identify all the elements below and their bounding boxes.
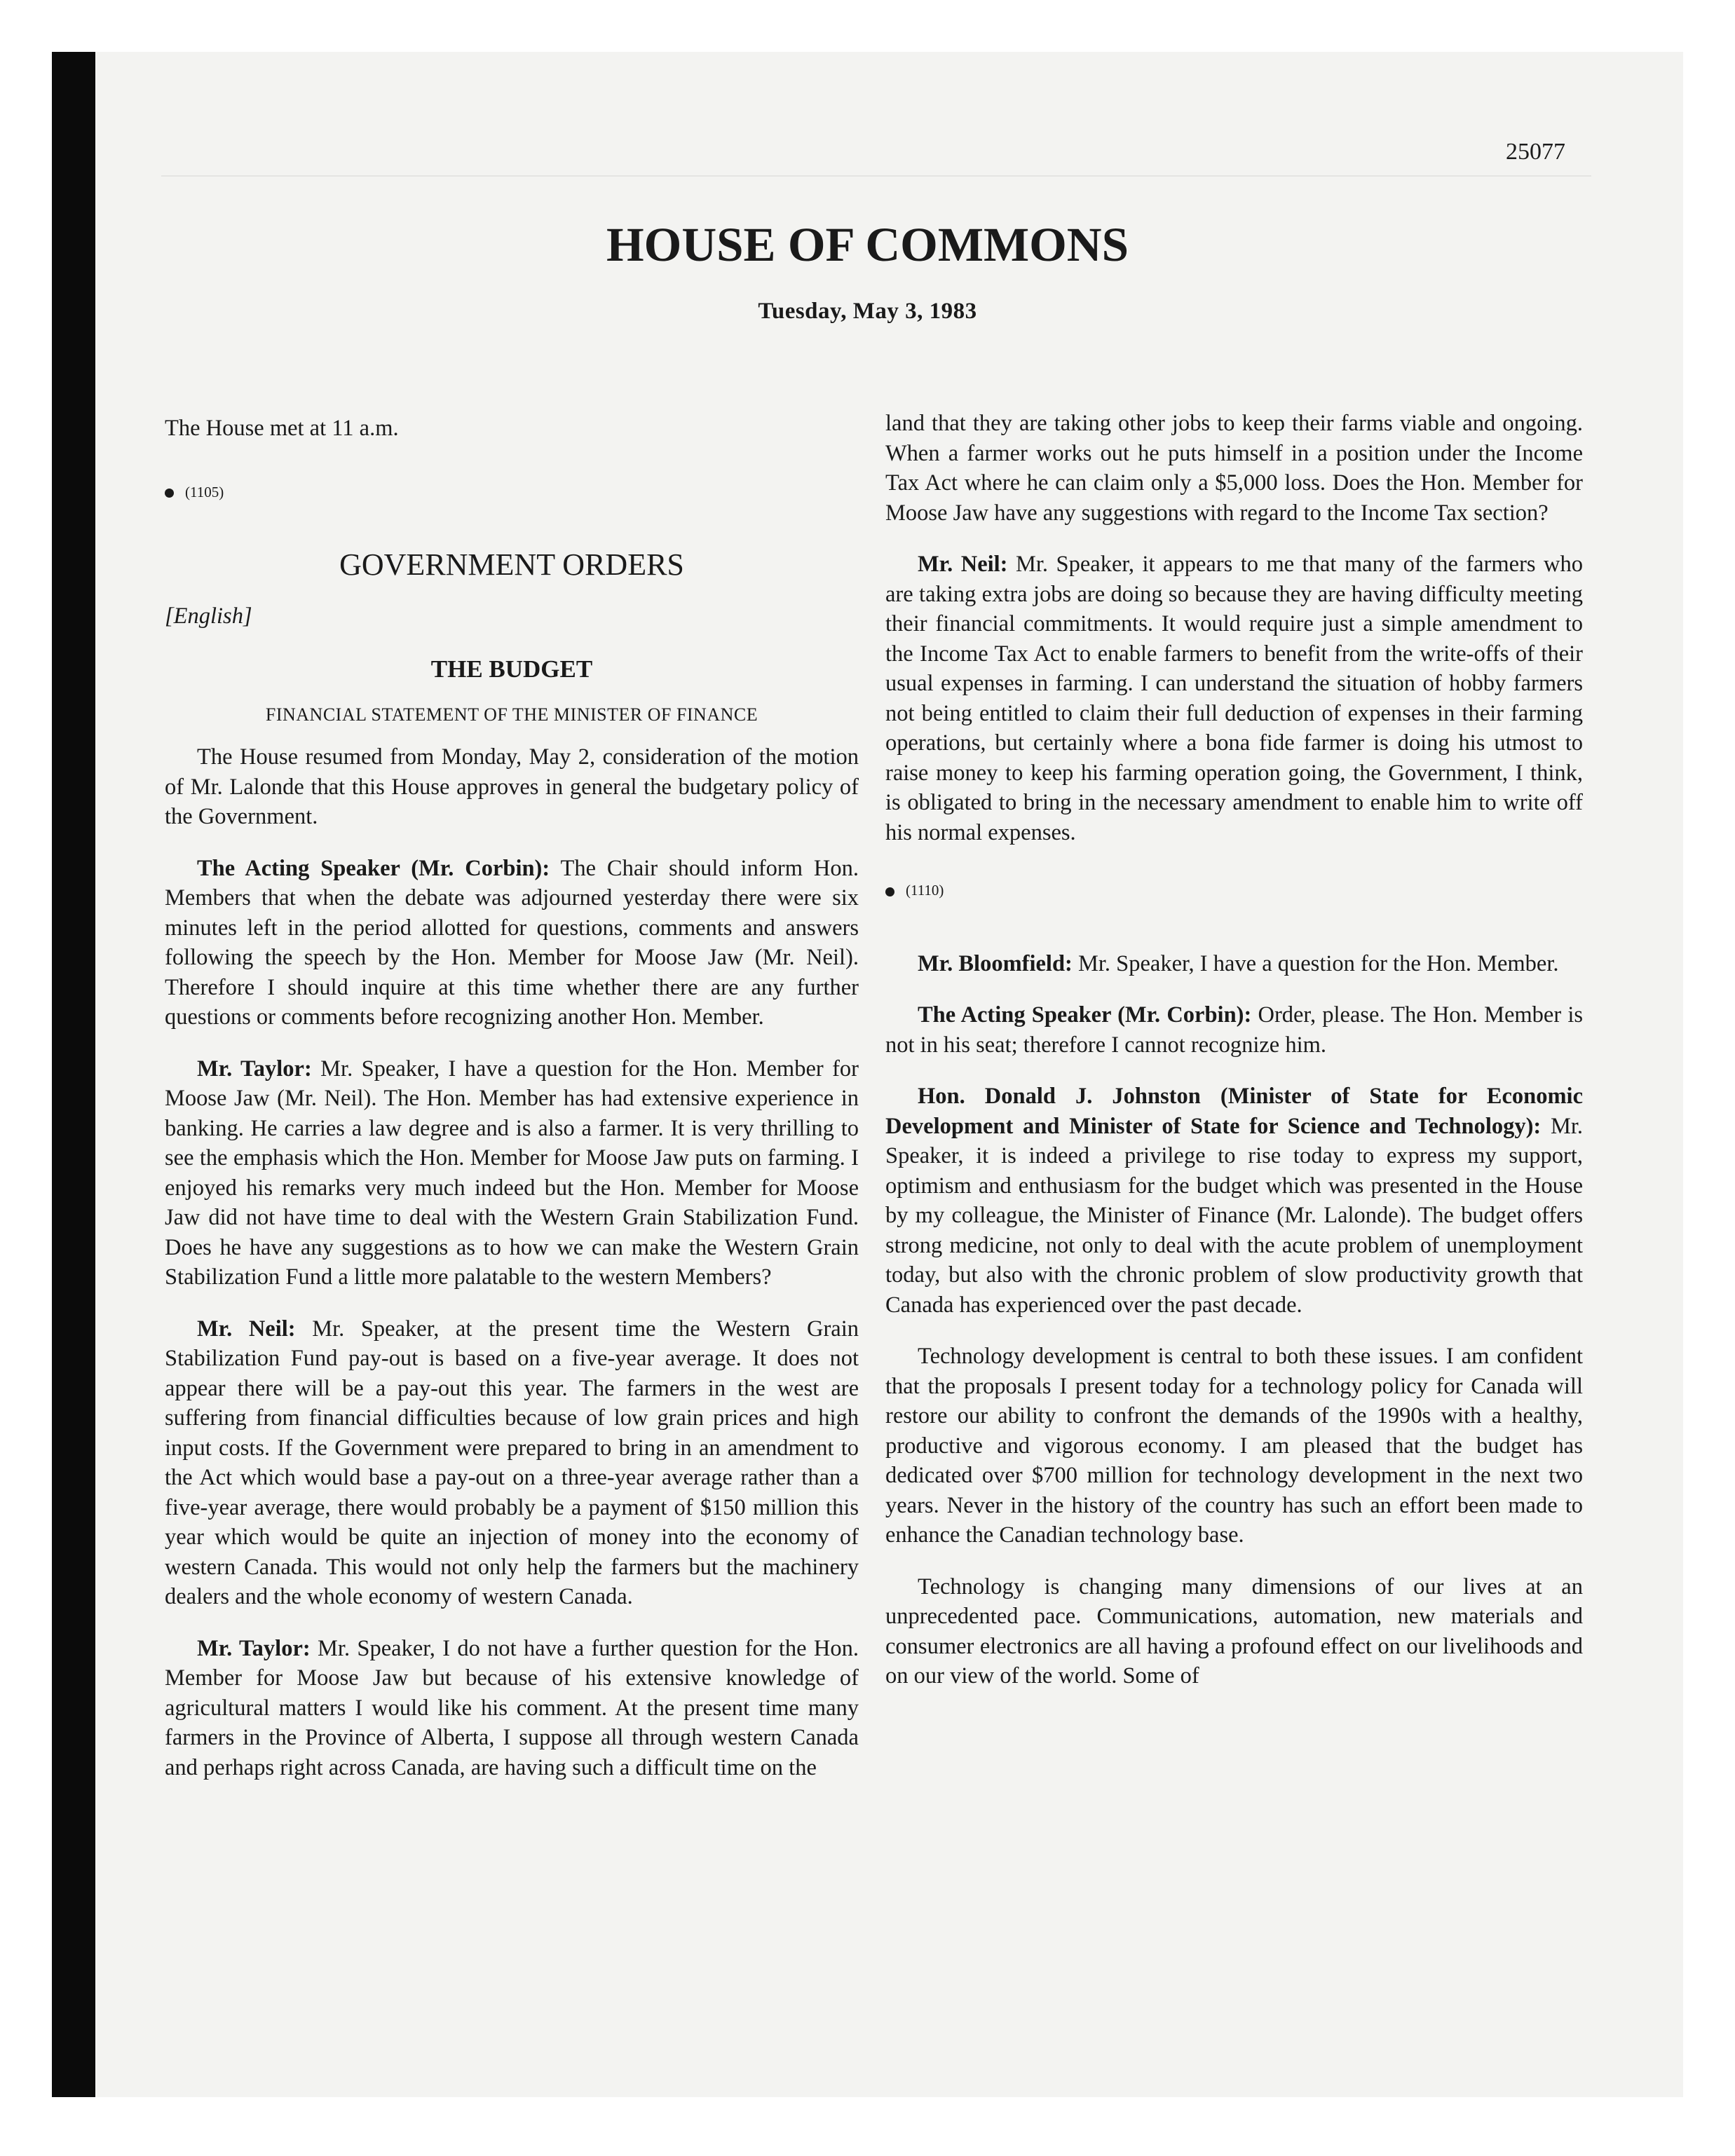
speaker-name: The Acting Speaker (Mr. Corbin): xyxy=(197,855,550,881)
sitting-date: Tuesday, May 3, 1983 xyxy=(758,299,977,324)
speaker-name: Mr. Neil: xyxy=(918,552,1008,577)
speaker-name: The Acting Speaker (Mr. Corbin): xyxy=(918,1002,1252,1028)
page-title: HOUSE OF COMMONS xyxy=(606,218,1129,271)
paragraph: Technology is changing many dimensions of our lives at an unprecedented pace. Communications, automation, new materials and consumer electronics are all having a profound effect on our livelihoods and on our view of the world. Some of xyxy=(885,1574,1583,1688)
right-column xyxy=(885,409,1583,1713)
language-tag: [English] xyxy=(165,603,252,629)
speech-paragraph: Mr. Taylor: Mr. Speaker, I do not have a further question for the Hon. Member for Moose Jaw but because of his extensive knowledge of agricultural matters I would like his comment. At the present time many farmers in the Province of Alberta, I suppose all through western Canada and perhaps right across Canada, are having such a difficult time on the xyxy=(165,1635,859,1780)
header-rule xyxy=(161,175,1591,177)
bullet-icon xyxy=(885,887,894,896)
bullet-icon xyxy=(165,489,174,498)
speech-paragraph: Hon. Donald J. Johnston (Minister of State for Economic Development and Minister of State for Science and Technology): Mr. Speaker, it is indeed a privilege to rise today to express my support, optimism and enthusiasm for the budget which was presented in the House by my colleague, the Minister of Finance (Mr. Lalonde). The budget offers strong medicine, not only to deal with the acute problem of unemployment today, but also with the chronic problem of slow productivity growth that Canada has experienced over the past decade. xyxy=(885,1084,1584,1318)
speech-paragraph: Mr. Neil: Mr. Speaker, at the present time the Western Grain Stabilization Fund pay-out is based on a five-year average. It does not appear there will be a pay-out this year. The farmers in the west are suffering from financial difficulties because of low grain prices and high input costs. If the Government were prepared to bring in an amendment to the Act which would base a pay-out on a three-year average rather than a five-year average, there would probably be a payment of $150 million this year which would be quite an injection of money into the economy of western Canada. This would not only help the farmers but the machinery dealers and the whole economy of western Canada. xyxy=(165,1316,859,1609)
speech-paragraph: Mr. Taylor: Mr. Speaker, I have a question for the Hon. Member for Moose Jaw (Mr. Neil). The Hon. Member has had extensive experience in banking. He carries a law degree and is also a farmer. It is very thrilling to see the emphasis which the Hon. Member for Moose Jaw puts on farming. I enjoyed his remarks very much indeed but the Hon. Member for Moose Jaw did not have time to deal with the Western Grain Stabilization Fund. Does he have any suggestions as to how we can make the Western Grain Stabilization Fund a little more palatable to the western Members? xyxy=(165,1056,859,1290)
subheading: THE BUDGET xyxy=(430,655,593,683)
paragraph: The House resumed from Monday, May 2, consideration of the motion of Mr. Lalonde that this House approves in general the budgetary policy of the Government. xyxy=(165,744,859,829)
section-heading: GOVERNMENT ORDERS xyxy=(339,547,684,582)
speaker-name: Mr. Taylor: xyxy=(197,1056,312,1082)
scan-edge xyxy=(52,52,95,2097)
speech-paragraph: The Acting Speaker (Mr. Corbin): Order, please. The Hon. Member is not in his seat; therefore I cannot recognize him. xyxy=(885,1002,1584,1058)
speech-paragraph: Mr. Bloomfield: Mr. Speaker, I have a question for the Hon. Member. xyxy=(918,950,1559,976)
paragraph-continuation: land that they are taking other jobs to keep their farms viable and ongoing. When a farmer works out he puts himself in a position under the Income Tax Act where he can claim only a $5,000 loss. Does the Hon. Member for Moose Jaw have any suggestions with regard to the Income Tax section? xyxy=(885,411,1583,526)
time-marker: (1105) xyxy=(165,477,859,507)
speaker-name: Mr. Taylor: xyxy=(197,1635,311,1661)
left-column xyxy=(165,414,859,1804)
speaker-name: Mr. Bloomfield: xyxy=(918,950,1073,976)
speech-paragraph: Mr. Neil: Mr. Speaker, it appears to me that many of the farmers who are taking extra jobs are doing so because they are having difficulty meeting their financial commitments. It would require just a simple amendment to the Income Tax Act to enable farmers to benefit from the write-offs of their usual expenses in farming. I can understand the situation of hobby farmers not being entitled to claim their full deduction of expenses in their farming operations, but certainly where a bona fide farmer is doing his utmost to raise money to keep his farming operation going, the Government, I think, is obligated to bring in the necessary amendment to enable him to write off his normal expenses. xyxy=(885,552,1583,845)
time-marker: (1110) xyxy=(885,875,1583,906)
page-number: 25077 xyxy=(1506,139,1565,165)
financial-statement-heading: FINANCIAL STATEMENT OF THE MINISTER OF FINANCE xyxy=(265,704,758,725)
speaker-name: Hon. Donald J. Johnston (Minister of State for Economic Development and Minister of State for Science and Technology): xyxy=(885,1084,1583,1139)
paragraph: Technology development is central to both these issues. I am confident that the proposals I present today for a technology policy for Canada will restore our ability to confront the demands of the 1990s with a healthy, productive and vigorous economy. I am pleased that the budget has dedicated over $700 million for technology development in the next two years. Never in the history of the country has such an effort been made to enhance the Canadian technology base. xyxy=(885,1344,1583,1548)
speech-paragraph: The Acting Speaker (Mr. Corbin): The Chair should inform Hon. Members that when the debate was adjourned yesterday there were six minutes left in the period allotted for questions, comments and answers following the speech by the Hon. Member for Moose Jaw (Mr. Neil). Therefore I should inquire at this time whether there are any further questions or comments before recognizing another Hon. Member. xyxy=(165,855,859,1030)
opening-line: The House met at 11 a.m. xyxy=(165,416,399,441)
speaker-name: Mr. Neil: xyxy=(197,1316,296,1342)
